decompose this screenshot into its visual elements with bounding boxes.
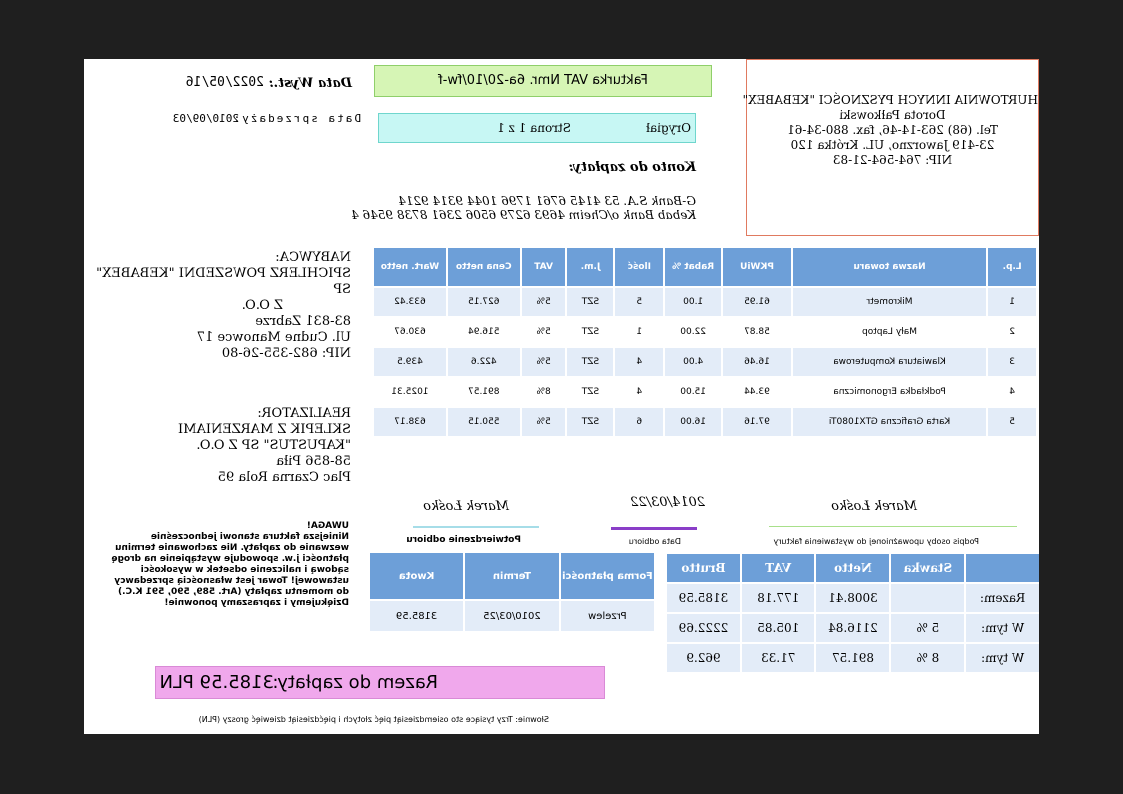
table-cell: 16.46 — [723, 348, 791, 376]
table-cell: 5 % — [891, 614, 964, 642]
table-cell: 3185.59 — [667, 584, 740, 612]
table-cell: 8% — [536, 387, 551, 397]
table-cell: 1025.31 — [391, 387, 429, 397]
total-value: 3185.59 PLN — [159, 672, 274, 693]
buyer-line: NIP: 682-355-26-80 — [221, 346, 351, 361]
issuer-caption: Podpis osoby upoważnionej do wystawienia faktury — [773, 537, 979, 546]
seller-address: 23-419 Jaworzno, UL. Krótka 120 — [790, 138, 995, 152]
table-cell: 4 — [636, 387, 643, 397]
buyer-block — [89, 250, 351, 362]
items-header: Nazwa towaru — [793, 248, 986, 286]
table-cell: 4.00 — [665, 348, 721, 376]
date-caption: Data odbioru — [628, 537, 681, 546]
payment-header: Termin — [465, 553, 558, 599]
issue-date: 2022/05/16 — [185, 75, 264, 90]
table-cell: 5% — [536, 327, 551, 337]
table-row — [374, 348, 1036, 376]
items-header-row — [374, 248, 1036, 286]
items-header: Ilość — [615, 248, 663, 286]
payment-header-row — [370, 553, 654, 599]
table-cell: 633.42 — [374, 288, 446, 316]
seller-name: HURTOWNIA INNYCH PYSZNOŚCI "KEBABEX" — [742, 93, 1038, 107]
table-cell: 1 — [636, 327, 643, 337]
table-cell: 4 — [615, 348, 663, 376]
table-row — [374, 288, 1036, 316]
payment-header: Kwota — [370, 553, 463, 599]
payment-header: Forma płatności — [561, 553, 654, 599]
table-row — [374, 408, 1036, 436]
total-words: Słownie: Trzy tysiące sto osiemdziesiąt pięć złotych i pięćdziesiąt dziewięć groszy (PLN) — [198, 715, 549, 724]
table-cell: 422.6 — [448, 348, 520, 376]
sale-date-label: Data sprzedaży: — [231, 112, 361, 125]
table-cell: 177.18 — [742, 584, 815, 612]
table-cell: W tym: — [966, 644, 1039, 672]
table-cell: 71.33 — [742, 644, 815, 672]
table-cell: 891.57 — [468, 387, 500, 397]
table-cell: 5% — [522, 288, 566, 316]
table-cell: 550.15 — [448, 408, 520, 436]
table-cell: 22.00 — [680, 327, 707, 337]
table-cell: W tym: — [966, 614, 1039, 642]
table-row — [370, 601, 654, 631]
sale-date: 2010/09/03 — [172, 112, 239, 125]
seller-person: Dorota Pałkowski — [839, 108, 946, 122]
buyer-line: 83-831 Zabrze — [255, 314, 351, 329]
original-box — [378, 113, 696, 143]
receiver-caption: Potwierdzenie odbioru — [406, 535, 521, 545]
table-cell: 16.00 — [665, 408, 721, 436]
items-header: Cena netto — [448, 248, 520, 286]
items-header: J.m. — [568, 248, 614, 286]
total-label: Razem do zapłaty: — [272, 672, 438, 693]
summary-header: Brutto — [667, 554, 740, 582]
notice-text: Niniejsza faktura stanowi jednocześnie wezwanie do zapłaty. Nie zachowanie terminu płatności j.w. spowoduje wystąpienie na drogę sądową i naliczenie odsetek w wysokości ustawowej! Towar jest własnością sprzedawcy do momentu zapłaty (Art. 589, 590, 591 K.C.) — [111, 532, 349, 597]
table-cell: 962.9 — [667, 644, 740, 672]
table-cell: SZT — [568, 288, 614, 316]
table-cell: 2010/03/25 — [465, 601, 558, 631]
notice-title: UWAGA! — [306, 521, 349, 531]
items-header: VAT — [522, 248, 566, 286]
table-cell: 4 — [1009, 387, 1015, 397]
table-cell: 1.00 — [665, 288, 721, 316]
items-table — [372, 246, 1038, 438]
table-cell: Podkładka Ergonomiczna — [833, 387, 946, 397]
table-row — [667, 644, 1039, 672]
realizer-block — [89, 406, 351, 486]
table-cell: 5% — [522, 348, 566, 376]
total-box — [155, 666, 605, 699]
table-cell: Klawiatura Komputerowa — [793, 348, 986, 376]
table-cell: SZT — [581, 327, 600, 337]
table-row — [667, 614, 1039, 642]
items-header: PKWiU — [723, 248, 791, 286]
table-cell: 61.95 — [723, 288, 791, 316]
buyer-line: Ul. Cudne Manowce 17 — [196, 330, 351, 345]
table-cell: 516.94 — [468, 327, 500, 337]
bank-label: Konto do zapłaty: — [568, 160, 696, 175]
summary-table — [665, 552, 1041, 674]
table-cell: 5 — [988, 408, 1036, 436]
table-cell: 15.00 — [680, 387, 707, 397]
table-cell: SZT — [581, 387, 600, 397]
summary-header: Netto — [817, 554, 890, 582]
table-cell: 2116.84 — [817, 614, 890, 642]
receiver-signature-line — [413, 526, 539, 528]
table-row — [374, 318, 1036, 346]
summary-header-row — [667, 554, 1039, 582]
realizer-line: Plac Czarna Rola 95 — [217, 470, 351, 485]
page-label: Strona 1 z 1 — [497, 121, 571, 135]
bank-line-1: G-Bank S.A. 53 4145 6761 1796 1044 9314 9214 — [398, 194, 696, 208]
buyer-line: SPICHLERZ POWSZEDNI "KEBABEX" SP — [96, 266, 351, 297]
table-cell: 1 — [988, 288, 1036, 316]
table-cell: 93.44 — [744, 387, 770, 397]
invoice-title: Fakturka VAT Nmr. 6a-20/10/fw-f — [438, 73, 648, 88]
bank-line-2: Kebab Bank o/Cheim 4693 6279 6506 2361 8738 9546 4 — [351, 208, 696, 222]
buyer-label: NABYWCA: — [275, 250, 351, 265]
items-header: Wart. netto — [374, 248, 446, 286]
table-cell: Przelew — [561, 601, 654, 631]
table-row — [374, 378, 1036, 406]
receiver-signature: Marek Łośko — [423, 499, 509, 514]
table-cell: 3008.41 — [817, 584, 890, 612]
receipt-date: 2014/03/22 — [630, 495, 705, 510]
mirrored-invoice — [84, 59, 1039, 734]
table-cell: 5% — [522, 408, 566, 436]
table-cell — [891, 584, 964, 612]
issue-date-label: Data Wyst.: — [268, 76, 352, 91]
table-cell: SZT — [568, 408, 614, 436]
table-cell: 627.15 — [448, 288, 520, 316]
table-cell: 891.57 — [817, 644, 890, 672]
realizer-label: REALIZATOR: — [257, 406, 351, 421]
invoice-page — [84, 59, 1039, 734]
table-cell: Mały Laptop — [862, 327, 918, 337]
items-header: Rabat % — [665, 248, 721, 286]
table-cell: Karta Graficzna GTX1080Ti — [793, 408, 986, 436]
table-cell: 638.17 — [374, 408, 446, 436]
table-cell: Razem: — [966, 584, 1039, 612]
notice-block — [101, 521, 349, 609]
receipt-date-line — [611, 527, 697, 530]
summary-header: Stawka — [891, 554, 964, 582]
table-cell: 630.67 — [394, 327, 426, 337]
table-cell: 6 — [615, 408, 663, 436]
table-cell: 439.5 — [374, 348, 446, 376]
issuer-signature-line — [769, 526, 1017, 527]
table-row — [667, 584, 1039, 612]
original-label: Orygiał — [646, 121, 691, 135]
invoice-title-box — [374, 65, 712, 97]
seller-nip: NIP: 764-564-21-83 — [832, 153, 953, 167]
table-cell: Mikrometr — [793, 288, 986, 316]
table-cell: 5 — [615, 288, 663, 316]
table-cell: 97.16 — [723, 408, 791, 436]
realizer-line: "KAPUSTUS" SP Z O.O. — [196, 438, 351, 453]
seller-box — [742, 59, 1039, 236]
summary-header: VAT — [742, 554, 815, 582]
table-cell: 3 — [988, 348, 1036, 376]
table-cell: 2 — [1009, 327, 1015, 337]
notice-thanks: Dziękujemy i zapraszamy ponownie! — [164, 598, 349, 608]
table-cell: 2222.69 — [667, 614, 740, 642]
table-cell: 58.87 — [744, 327, 770, 337]
summary-header — [966, 554, 1039, 582]
buyer-line: Z O.O. — [241, 298, 283, 313]
realizer-line: 58-856 Piła — [276, 454, 351, 469]
table-cell: 3185.59 — [370, 601, 463, 631]
issuer-signature: Marek Łośko — [831, 499, 917, 514]
payment-table — [368, 551, 656, 633]
items-header: L.p. — [988, 248, 1036, 286]
table-cell: 8 % — [891, 644, 964, 672]
seller-phone: Tel. (68) 263-14-46, fax. 880-34-61 — [787, 123, 998, 137]
table-cell: 105.85 — [742, 614, 815, 642]
realizer-line: SKLEPIK Z MARZENIAMI — [178, 422, 351, 437]
table-cell: SZT — [568, 348, 614, 376]
